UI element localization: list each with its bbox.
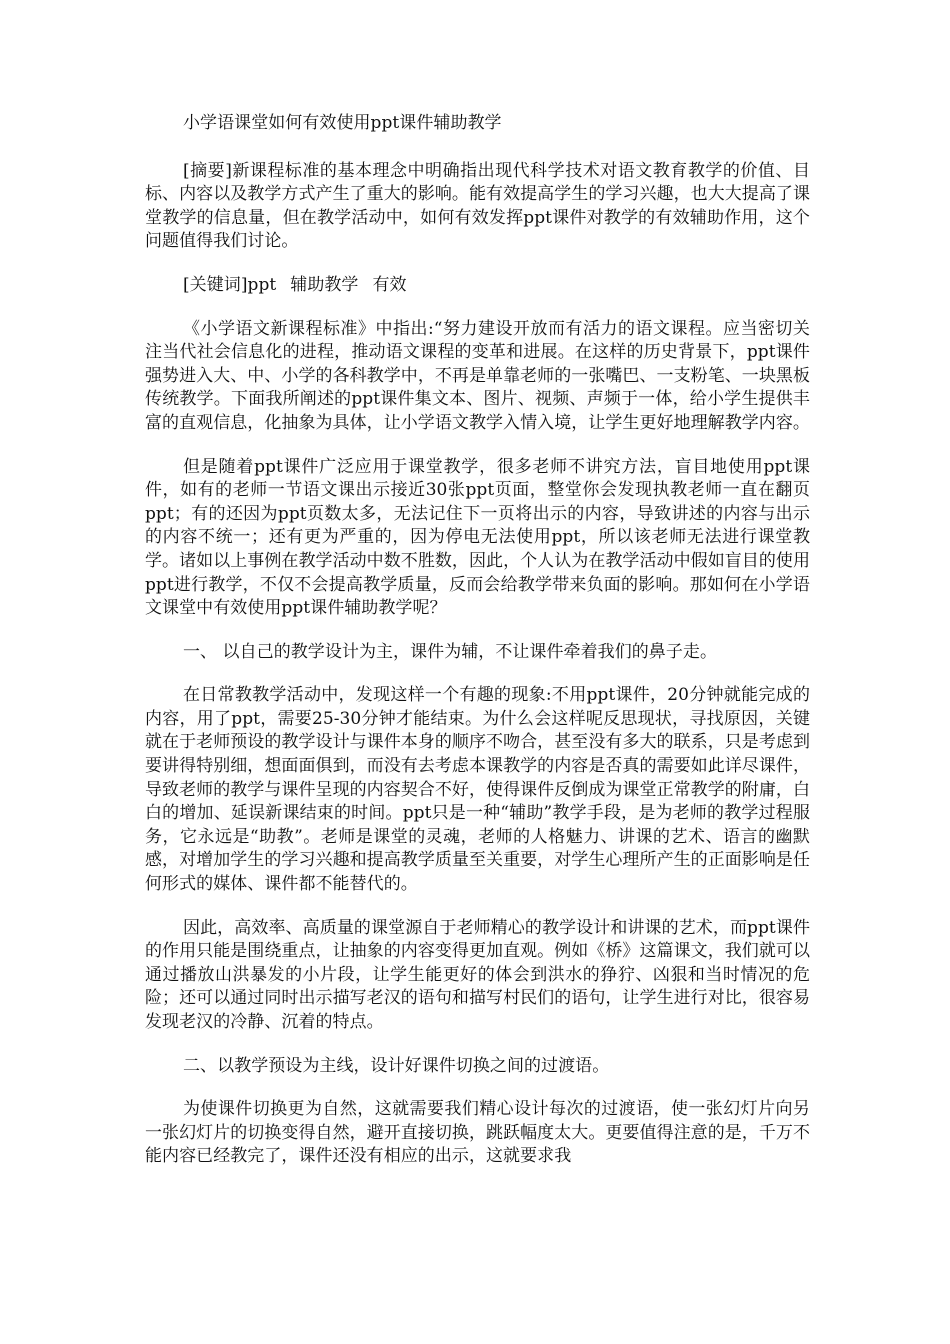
document-title: 小学语课堂如何有效使用ppt课件辅助教学 (183, 113, 502, 133)
body-paragraph-5: 为使课件切换更为自然，这就需要我们精心设计每次的过渡语，使一张幻灯片向另一张幻灯片的切换变得自然，避开直接切换，跳跃幅度太大。更要值得注意的是，千万不能内容已经教完了，课件还没有相应的出示，这就要求我 (145, 1099, 810, 1167)
section-heading-2: 二、以教学预设为主线，设计好课件切换之间的过渡语。 (183, 1055, 610, 1076)
body-paragraph-3: 在日常教教学活动中，发现这样一个有趣的现象:不用ppt课件，20分钟就能完成的内容，用了ppt，需要25-30分钟才能结束。为什么会这样呢反思现状，寻找原因，关键就在于老师预设的教学设计与课件本身的顺序不吻合，甚至没有多大的联系，只是考虑到要讲得特别细，想面面俱到，而没有去考虑本课教学的内容是否真的需要如此详尽课件，导致老师的教学与课件呈现的内容契合不好，使得课件反倒成为课堂正常教学的附庸，白白的增加、延误新课结束的时间。ppt只是一种“辅助”教学手段，是为老师的教学过程服务，它永远是“助教”。老师是课堂的灵魂，老师的人格魅力、讲课的艺术、语言的幽默感，对增加学生的学习兴趣和提高教学质量至关重要，对学生心理所产生的正面影响是任何形式的媒体、课件都不能替代的。 (145, 685, 810, 895)
keywords-label: [关键词]ppt (183, 274, 277, 295)
document-page (145, 112, 810, 1189)
body-paragraph-4: 因此，高效率、高质量的课堂源自于老师精心的教学设计和讲课的艺术，而ppt课件的作用只能是围绕重点，让抽象的内容变得更加直观。例如《桥》这篇课文，我们就可以通过播放山洪暴发的小片段，让学生能更好的体会到洪水的狰狞、凶狠和当时情况的危险；还可以通过同时出示描写老汉的语句和描写村民们的语句，让学生进行对比，很容易发现老汉的冷静、沉着的特点。 (145, 917, 810, 1032)
body-paragraph-2: 但是随着ppt课件广泛应用于课堂教学，很多老师不讲究方法，盲目地使用ppt课件，如有的老师一节语文课出示接近30张ppt页面，整堂你会发现执教老师一直在翻页ppt；有的还因为ppt页数太多，无法记住下一页将出示的内容，导致讲述的内容与出示的内容不统一；还有更为严重的，因为停电无法使用ppt，所以该老师无法进行课堂教学。诸如以上事例在教学活动中数不胜数，因此，个人认为在教学活动中假如盲目的使用ppt进行教学，不仅不会提高教学质量，反而会给教学带来负面的影响。那如何在小学语文课堂中有效使用ppt课件辅助教学呢？ (145, 456, 810, 619)
section-heading-1: 一、 以自己的教学设计为主，课件为辅，不让课件牵着我们的鼻子走。 (183, 641, 718, 662)
keywords-line (145, 274, 810, 298)
abstract-paragraph: [摘要]新课程标准的基本理念中明确指出现代科学技术对语文教育教学的价值、目标、内容以及教学方式产生了重大的影响。能有效提高学生的学习兴趣，也大大提高了课堂教学的信息量，但在教学活动中，如何有效发挥ppt课件对教学的有效辅助作用，这个问题值得我们讨论。 (145, 160, 810, 252)
keyword-1: 辅助教学 (290, 274, 359, 295)
keyword-2: 有效 (372, 274, 407, 295)
body-paragraph-1: 《小学语文新课程标准》中指出:“努力建设开放而有活力的语文课程。应当密切关注当代社会信息化的进程，推动语文课程的变革和进展。在这样的历史背景下，ppt课件强势进入大、中、小学的各科教学中，不再是单靠老师的一张嘴巴、一支粉笔、一块黑板传统教学。下面我所阐述的ppt课件集文本、图片、视频、声频于一体，给小学生提供丰富的直观信息，化抽象为具体，让小学语文教学入情入境，让学生更好地理解教学内容。 (145, 318, 810, 433)
